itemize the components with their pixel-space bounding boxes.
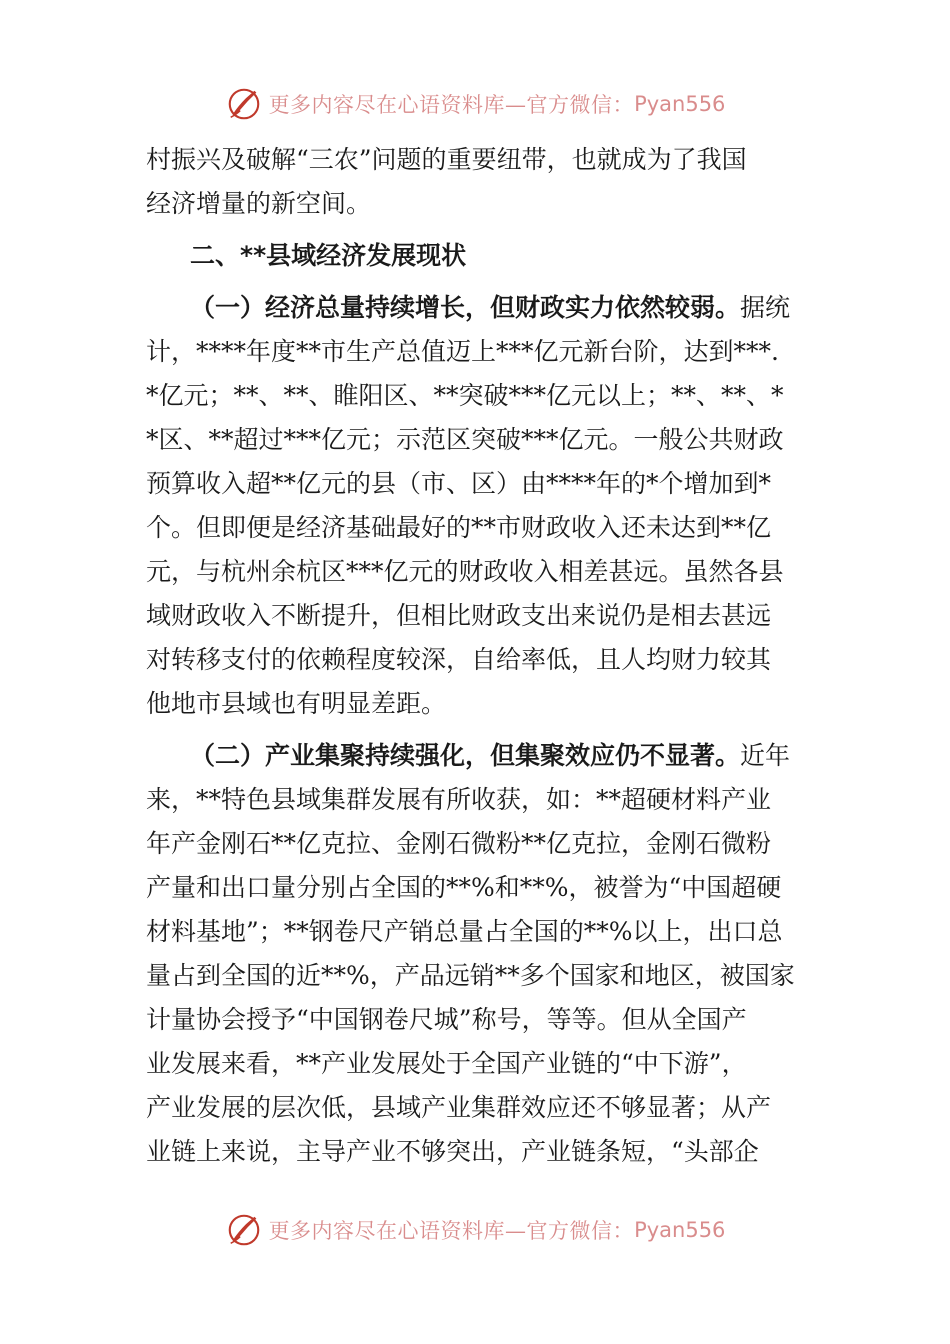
paragraph-1-lead-rest: 据统 (740, 293, 791, 322)
text-line: 预算收入超**亿元的县（市、区）由****年的*个增加到* (146, 469, 772, 498)
text-line: 对转移支付的依赖程度较深，自给率低，且人均财力较其 (146, 645, 772, 674)
text-line: 量占到全国的近**%，产品远销**多个国家和地区，被国家 (146, 961, 795, 990)
text-line: 产量和出口量分别占全国的**%和**%，被誉为“中国超硬 (146, 873, 782, 902)
document-body (146, 138, 806, 1174)
text-line: 材料基地”；**钢卷尺产销总量占全国的**%以上，出口总 (146, 917, 783, 946)
paragraph-2-lead-rest: 近年 (740, 741, 791, 770)
text-line: 年产金刚石**亿克拉、金刚石微粉**亿克拉，金刚石微粉 (146, 829, 772, 858)
paragraph-2-lead: （二）产业集聚持续强化，但集聚效应仍不显著。 (190, 741, 741, 770)
text-line: *区、**超过***亿元；示范区突破***亿元。一般公共财政 (146, 425, 784, 454)
footer-watermark-text: 更多内容尽在心语资料库—官方微信： (268, 1219, 635, 1243)
text-line: 计，****年度**市生产总值迈上***亿元新台阶，达到***. (146, 337, 779, 366)
text-line: 他地市县域也有明显差距。 (146, 689, 447, 718)
section-heading: 二、**县域经济发展现状 (190, 241, 467, 270)
text-line: 计量协会授予“中国钢卷尺城”称号，等等。但从全国产 (146, 1005, 747, 1034)
pen-logo-icon (225, 85, 263, 123)
header-watermark-text: 更多内容尽在心语资料库—官方微信： (268, 93, 635, 117)
paragraph-1-lead: （一）经济总量持续增长，但财政实力依然较弱。 (190, 293, 741, 322)
text-line: 产业发展的层次低，县域产业集群效应还不够显著；从产 (146, 1093, 772, 1122)
text-line: 业链上来说，主导产业不够突出，产业链条短，“头部企 (146, 1137, 759, 1166)
text-line: 村振兴及破解“三农”问题的重要纽带，也就成为了我国 (146, 145, 747, 174)
text-line: 来，**特色县域集群发展有所收获，如：**超硬材料产业 (146, 785, 772, 814)
header-watermark (0, 82, 950, 126)
text-line: 元，与杭州余杭区***亿元的财政收入相差甚远。虽然各县 (146, 557, 784, 586)
footer-watermark (0, 1208, 950, 1252)
text-line: 个。但即便是经济基础最好的**市财政收入还未达到**亿 (146, 513, 772, 542)
text-line: 业发展来看，**产业发展处于全国产业链的“中下游”， (146, 1049, 747, 1078)
paragraph-2-first-line (146, 734, 806, 778)
footer-watermark-wechat: Pyan556 (634, 1218, 726, 1242)
text-line: 域财政收入不断提升，但相比财政支出来说仍是相去甚远 (146, 601, 772, 630)
header-watermark-wechat: Pyan556 (634, 92, 726, 116)
text-line: 经济增量的新空间。 (146, 189, 372, 218)
pen-logo-icon (225, 1211, 263, 1249)
paragraph-1-first-line (146, 286, 806, 330)
text-line: *亿元；**、**、睢阳区、**突破***亿元以上；**、**、* (146, 381, 784, 410)
